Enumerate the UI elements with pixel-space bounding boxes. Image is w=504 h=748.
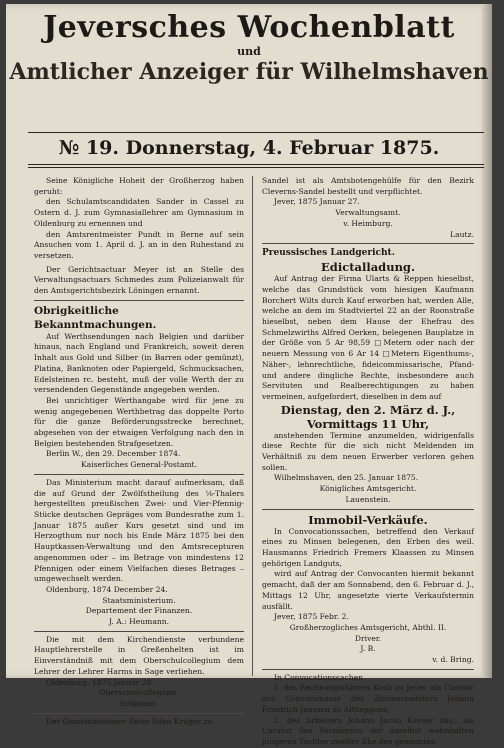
notice-heading: Immobil-Verkäufe.	[308, 512, 428, 527]
section-heading: Preussisches Landgericht.	[262, 248, 395, 259]
paragraph: Oldenburg, 1874 December 24.	[46, 584, 168, 594]
paragraph: Lauenstein.	[345, 494, 391, 504]
newspaper-page	[6, 4, 492, 746]
paragraph: Seine Königliche Hoheit der Großherzog haben geruht:	[34, 176, 244, 196]
paragraph: Auf Werthsendungen nach Belgien und darüber hinaus, nach England und Frankreich, soweit deren Inhalt aus Gold und Silber (in Barren oder gemünzt), Platina, Banknoten oder Papiergeld, Schmucksachen, Edelsteinen rc. besteht, muß der volle Werth der zu versendenden Gegenstände angegeben werden.	[34, 331, 244, 395]
paragraph: den Amtsrentmeister Pundt in Berne auf sein Ansuchen vom 1. April d. J. an in den Ruhestand zu versetzen.	[34, 229, 244, 260]
paragraph: Driver.	[354, 633, 382, 643]
notice-heading: Dienstag, den 2. März d. J., Vormittags 11 Uhr,	[280, 402, 456, 431]
notice-heading: Edictalladung.	[321, 260, 415, 275]
dateline-bottom-rule-thin	[28, 167, 484, 168]
paragraph: Erdmann.	[120, 698, 158, 708]
paragraph: In Convocationssachen, betreffend den Verkauf eines zu Minsen belegenen, den Erben des weil. Hausmanns Friedrich Fremers Klaassen zu Minsen gehörigen Landguts,	[262, 526, 474, 568]
issue-dateline: № 19. Donnerstag, 4. Februar 1875.	[58, 137, 440, 159]
paragraph: 1. des Rechnungsführers Koch zu Jever, als Curator des Concursmasse des Zimmermeisters Johann Friedrich Janssen zu Altheppens,	[262, 683, 474, 714]
paragraph: Sandel ist als Amtsbotengehülfe für den Bezirk Cleverns-Sandel bestellt und verpflichtet.	[262, 176, 474, 196]
section-rule	[262, 243, 474, 244]
paragraph: In Convocationssachen	[274, 672, 364, 682]
page-spine	[482, 4, 492, 678]
paragraph: v. d. Bring.	[432, 655, 474, 665]
paragraph: Oberschulcollegium.	[99, 688, 179, 698]
paragraph: den Schulamtscandidaten Sander in Cassel zu Ostern d. J. zum Gymnasiallehrer am Gymnasium in Oldenburg zu ernennen und	[34, 197, 244, 228]
right-column	[262, 176, 474, 748]
section-rule	[34, 631, 244, 632]
paragraph: J. B.	[360, 644, 376, 654]
paragraph: Wilhelmshaven, den 25. Januar 1875.	[274, 473, 419, 483]
paragraph: Kaiserliches General-Postamt.	[80, 460, 198, 470]
section-rule	[34, 300, 244, 301]
dateline-top-rule	[28, 132, 484, 133]
column-divider	[252, 176, 253, 676]
paragraph: Der Gemeindebiener Seise Eden Krüger zu	[46, 716, 213, 726]
paragraph: Berlin W., den 29. December 1874.	[46, 449, 181, 459]
newspaper-subtitle: Amtlicher Anzeiger für Wilhelmshaven	[9, 59, 489, 85]
paragraph: Jever, 1875 Febr. 2.	[274, 612, 349, 622]
dateline-bottom-rule	[28, 164, 484, 165]
paragraph: Großherzogliches Amtsgericht, Abthl. II.	[289, 622, 447, 632]
masthead	[6, 10, 492, 86]
newspaper-title: Jeversches Wochenblatt	[43, 10, 455, 45]
section-rule	[262, 669, 474, 670]
section-rule	[34, 713, 244, 714]
paragraph: Königliches Amtsgericht.	[319, 484, 417, 494]
section-rule	[34, 474, 244, 475]
paragraph: 2. des Arbeiters Johann Jacob Kayser das., als Curator des Vermögens der daselbst wohnhaften jüngeren Tochter zweiter Ehe des genannten	[262, 715, 474, 746]
paragraph: Lautz.	[450, 229, 474, 239]
paragraph: Jever, 1875 Januar 27.	[274, 197, 360, 207]
paragraph: Verwaltungsamt.	[335, 208, 401, 218]
section-heading: Obrigkeitliche Bekanntmachungen.	[34, 304, 157, 331]
paragraph: anstehenden Termine anzumelden, widrigenfalls diese Rechte für die sich nicht Meldenden im Verhältniß zu dem neuen Erwerber verloren gehen sollen.	[262, 430, 474, 472]
paragraph: Bei unrichtiger Werthangabe wird für jene zu wenig angegebenen Werthbetrag das doppelte Porto für die ganze Beförderungsstrecke berechnet, abgesehen von der etwaigen Verfolgung nach den in Belgien bestehenden Strafgesetzen.	[34, 395, 244, 448]
paragraph: Auf Antrag der Firma Ularts & Reppen hieselbst, welche das Grundstück vom hiesigen Kaufmann Borchert Wilts durch Kauf erworben hat, werden Alle, welche an dem im Stadtviertel 22 an der Roonstraße hieselbst, neben dem Hause der Ehefrau des Schmelzwirths Alfred Oerken, belegenen Bauplatze in der Größe von 5 Ar 98,59 □Metern oder nach der neuern Messung von 6 Ar 14 □Metern Eigenthums-, Näher-, lehnrechtliche, fideicommissarische, Pfand- und andere dingliche Rechte, insbesondere auch Servituten und Realberechtigungen zu haben vermeinen, aufgefordert, dieselben in dem auf	[262, 274, 474, 401]
paragraph: Das Ministerium macht darauf aufmerksam, daß die auf Grund der Zwölfstheilung des ⅛-Thalers hergestellten preußischen Zwei- und Vier-Pfennig-Stücke deutschen Gepräges vom Bundesrathe zum 1. Januar 1875 außer Kurs gesetzt sind und im Herzogthum nur noch bis Ende März 1875 bei den Hauptkassen-Verwaltung und den Amtsrecepturen angenommen oder – im Betrage von mindestens 12 Pfennigen oder einem Vielfachen dieses Betrages – umgewechselt werden.	[34, 477, 244, 584]
left-column	[34, 176, 244, 727]
paragraph: Departement der Finanzen.	[85, 606, 193, 616]
masthead-und: und	[237, 45, 261, 58]
paragraph: Der Gerichtsactuar Meyer ist an Stelle des Verwaltungsactuars Schmedes zum Polizeianwalt für den Amtsgerichtsbezirk Löningen ernannt.	[34, 264, 244, 296]
paragraph: Staatsministerium.	[102, 595, 176, 605]
paragraph: v. Heimburg.	[343, 218, 393, 228]
paragraph: J. A.: Heumann.	[108, 617, 170, 627]
paragraph: wird auf Antrag der Convocanten hiermit bekannt gemacht, daß der am Sonnabend, den 6. Februar d. J., Mittags 12 Uhr, angesetzte vierte Verkaufstermin ausfällt.	[262, 569, 474, 611]
section-rule	[262, 509, 474, 510]
paragraph: Die mit dem Kirchendienste verbundene Hauptlehrerstelle in Greßenhelten ist im Einverständniß mit dem Oberschulcollegium dem Lehrer der Lehrer Harms in Sage verliehen.	[34, 634, 244, 676]
paragraph: Oldenburg, 1875 Januar 28.	[46, 677, 154, 687]
